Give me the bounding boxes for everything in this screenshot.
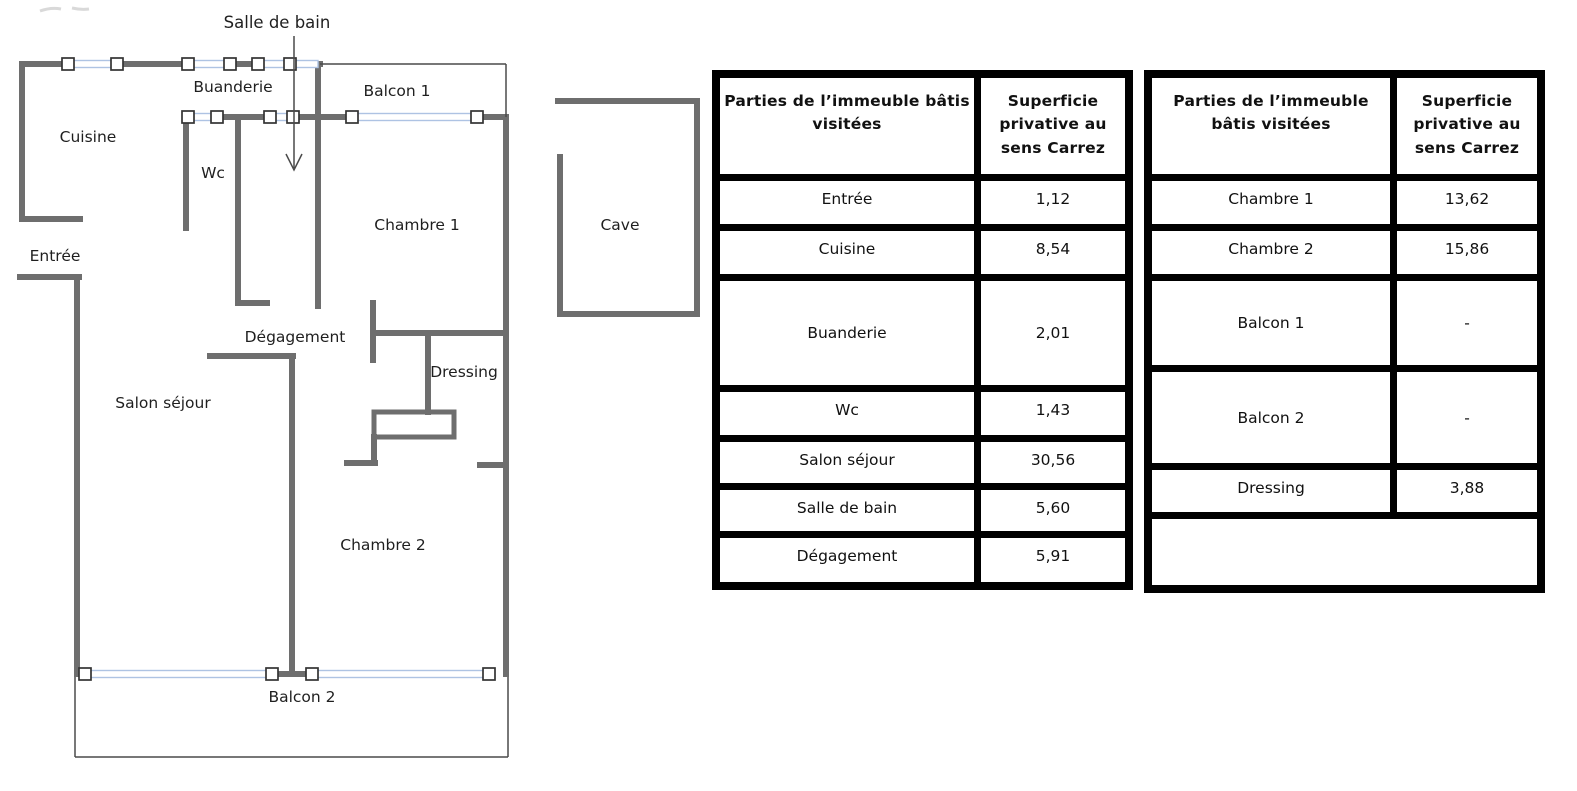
room-label-salon-sejour: Salon séjour — [115, 394, 211, 412]
area-cell: 3,88 — [1395, 468, 1539, 514]
window — [312, 671, 489, 678]
room-cell: Chambre 2 — [1150, 229, 1392, 276]
window-marker — [111, 58, 123, 70]
window — [85, 671, 272, 678]
table-row — [718, 279, 1127, 387]
room-label-wc: Wc — [201, 164, 225, 182]
area-cell: 8,54 — [979, 229, 1127, 276]
window-marker — [224, 58, 236, 70]
window — [68, 61, 117, 68]
room-cell: Cuisine — [718, 229, 976, 276]
table-row — [1150, 179, 1539, 226]
scan-artifact — [40, 8, 61, 11]
window-marker — [346, 111, 358, 123]
scan-artifact — [72, 8, 89, 9]
carrez-table-right — [1144, 70, 1545, 593]
table-row — [1150, 229, 1539, 276]
room-label-cuisine: Cuisine — [59, 128, 117, 146]
area-cell: 15,86 — [1395, 229, 1539, 276]
bathroom-pointer — [286, 36, 302, 170]
room-label-salle-de-bain: Salle de bain — [223, 13, 331, 32]
window-marker — [182, 58, 194, 70]
table-row — [718, 390, 1127, 437]
table-header-row — [718, 76, 1127, 176]
area-cell: - — [1395, 370, 1539, 465]
area-cell: 1,43 — [979, 390, 1127, 437]
window — [352, 114, 477, 121]
room-label-degagement: Dégagement — [244, 328, 346, 346]
room-label-balcon1: Balcon 1 — [363, 82, 431, 100]
area-cell: 30,56 — [979, 440, 1127, 485]
header-parties: Parties de l’immeuble bâtis visitées — [1150, 76, 1392, 176]
scan-artifacts — [40, 8, 89, 11]
area-cell: 13,62 — [1395, 179, 1539, 226]
room-cell: Salle de bain — [718, 488, 976, 533]
table-row — [1150, 279, 1539, 367]
area-cell: 5,91 — [979, 536, 1127, 584]
window-marker — [79, 668, 91, 680]
window-marker — [483, 668, 495, 680]
window-marker — [264, 111, 276, 123]
empty-cell — [1150, 517, 1539, 587]
area-cell: 1,12 — [979, 179, 1127, 226]
room-cell: Dressing — [1150, 468, 1392, 514]
floor-plan — [0, 0, 712, 791]
table-row — [1150, 370, 1539, 465]
window-marker — [287, 111, 299, 123]
window-marker — [306, 668, 318, 680]
window-marker — [471, 111, 483, 123]
closet-outline — [374, 412, 454, 437]
room-cell: Buanderie — [718, 279, 976, 387]
room-label-buanderie: Buanderie — [193, 78, 273, 96]
carrez-table-left — [712, 70, 1133, 590]
table-row — [718, 440, 1127, 485]
room-label-cave: Cave — [600, 216, 640, 234]
window-marker — [62, 58, 74, 70]
header-superficie: Superficie privative au sens Carrez — [979, 76, 1127, 176]
room-cell: Balcon 1 — [1150, 279, 1392, 367]
table-row-empty — [1150, 517, 1539, 587]
room-cell: Entrée — [718, 179, 976, 226]
walls — [20, 64, 697, 674]
room-label-dressing: Dressing — [430, 363, 498, 381]
window-marker — [252, 58, 264, 70]
table-row — [1150, 468, 1539, 514]
table-row — [718, 179, 1127, 226]
room-label-balcon2: Balcon 2 — [268, 688, 336, 706]
room-label-chambre1: Chambre 1 — [374, 216, 460, 234]
window-marker — [266, 668, 278, 680]
header-superficie: Superficie privative au sens Carrez — [1395, 76, 1539, 176]
table-header-row — [1150, 76, 1539, 176]
table-row — [718, 488, 1127, 533]
window-marker — [182, 111, 194, 123]
room-cell: Dégagement — [718, 536, 976, 584]
room-label-chambre2: Chambre 2 — [340, 536, 426, 554]
table-row — [718, 229, 1127, 276]
room-cell: Salon séjour — [718, 440, 976, 485]
room-label-entree: Entrée — [29, 247, 81, 265]
window-marker — [211, 111, 223, 123]
area-cell: - — [1395, 279, 1539, 367]
room-cell: Chambre 1 — [1150, 179, 1392, 226]
room-cell: Balcon 2 — [1150, 370, 1392, 465]
header-parties: Parties de l’immeuble bâtis visitées — [718, 76, 976, 176]
table-row — [718, 536, 1127, 584]
area-cell: 5,60 — [979, 488, 1127, 533]
area-cell: 2,01 — [979, 279, 1127, 387]
room-cell: Wc — [718, 390, 976, 437]
